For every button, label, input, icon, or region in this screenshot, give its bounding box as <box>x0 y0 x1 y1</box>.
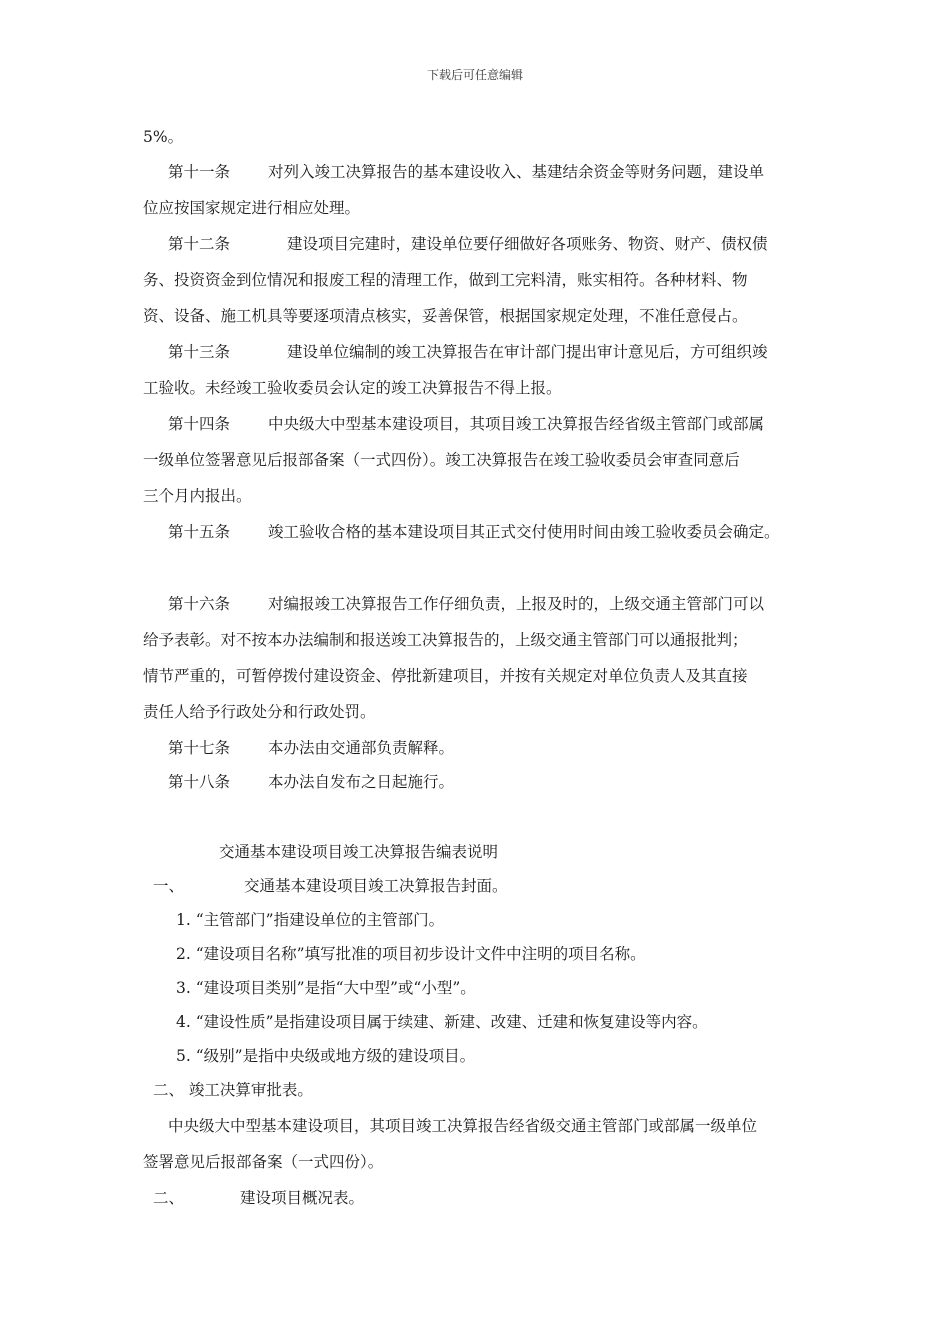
section-title: 交通基本建设项目竣工决算报告编表说明 <box>219 843 499 861</box>
list-item: 4. “建设性质”是指建设项目属于续建、新建、改建、迁建和恢复建设等内容。 <box>176 1013 708 1031</box>
text-line: 三个月内报出。 <box>143 487 252 505</box>
article-number: 第十六条 <box>168 595 231 613</box>
text-line: 一级单位签署意见后报部备案（一式四份）。竣工决算报告在竣工验收委员会审查同意后 <box>143 451 740 469</box>
list-item: 5. “级别”是指中央级或地方级的建设项目。 <box>176 1047 476 1065</box>
text-line: 本办法由交通部负责解释。 <box>268 739 455 757</box>
list-item: 3. “建设项目类别”是指“大中型”或“小型”。 <box>176 979 476 997</box>
text-line: 建设项目概况表。 <box>240 1189 365 1207</box>
section-number: 二、 <box>153 1189 185 1207</box>
text-line: 5%。 <box>143 128 184 146</box>
list-item: 1. “主管部门”指建设单位的主管部门。 <box>176 911 445 929</box>
text-line: 对编报竣工决算报告工作仔细负责，上报及时的，上级交通主管部门可以 <box>268 595 765 613</box>
article-number: 第十三条 <box>168 343 231 361</box>
article-number: 第十二条 <box>168 235 231 253</box>
article-number: 第十七条 <box>168 739 231 757</box>
text-line: 给予表彰。对不按本办法编制和报送竣工决算报告的，上级交通主管部门可以通报批判； <box>143 631 748 649</box>
section-heading: 二、 竣工决算审批表。 <box>153 1081 313 1099</box>
text-line: 签署意见后报部备案（一式四份）。 <box>143 1153 384 1171</box>
article-number: 第十一条 <box>168 163 231 181</box>
text-line: 本办法自发布之日起施行。 <box>268 773 455 791</box>
section-number: 一、 <box>153 877 185 895</box>
text-line: 中央级大中型基本建设项目，其项目竣工决算报告经省级主管部门或部属 <box>268 415 765 433</box>
text-line: 位应按国家规定进行相应处理。 <box>143 199 361 217</box>
text-line: 对列入竣工决算报告的基本建设收入、基建结余资金等财务问题，建设单 <box>268 163 765 181</box>
text-line: 资、设备、施工机具等要逐项清点核实，妥善保管，根据国家规定处理，不准任意侵占。 <box>143 307 748 325</box>
article-number: 第十八条 <box>168 773 231 791</box>
text-line: 建设单位编制的竣工决算报告在审计部门提出审计意见后，方可组织竣 <box>287 343 768 361</box>
list-item: 2. “建设项目名称”填写批准的项目初步设计文件中注明的项目名称。 <box>176 945 646 963</box>
text-line: 中央级大中型基本建设项目，其项目竣工决算报告经省级交通主管部门或部属一级单位 <box>168 1117 758 1135</box>
article-number: 第十四条 <box>168 415 231 433</box>
text-line: 责任人给予行政处分和行政处罚。 <box>143 703 376 721</box>
text-line: 交通基本建设项目竣工决算报告封面。 <box>244 877 508 895</box>
text-line: 工验收。未经竣工验收委员会认定的竣工决算报告不得上报。 <box>143 379 562 397</box>
text-line: 务、投资资金到位情况和报废工程的清理工作，做到工完料清，账实相符。各种材料、物 <box>143 271 748 289</box>
article-number: 第十五条 <box>168 523 231 541</box>
text-line: 建设项目完建时，建设单位要仔细做好各项账务、物资、财产、债权债 <box>287 235 768 253</box>
text-line: 竣工验收合格的基本建设项目其正式交付使用时间由竣工验收委员会确定。 <box>268 523 780 541</box>
text-line: 情节严重的，可暂停拨付建设资金、停批新建项目，并按有关规定对单位负责人及其直接 <box>143 667 748 685</box>
page-header: 下载后可任意编辑 <box>426 68 523 82</box>
